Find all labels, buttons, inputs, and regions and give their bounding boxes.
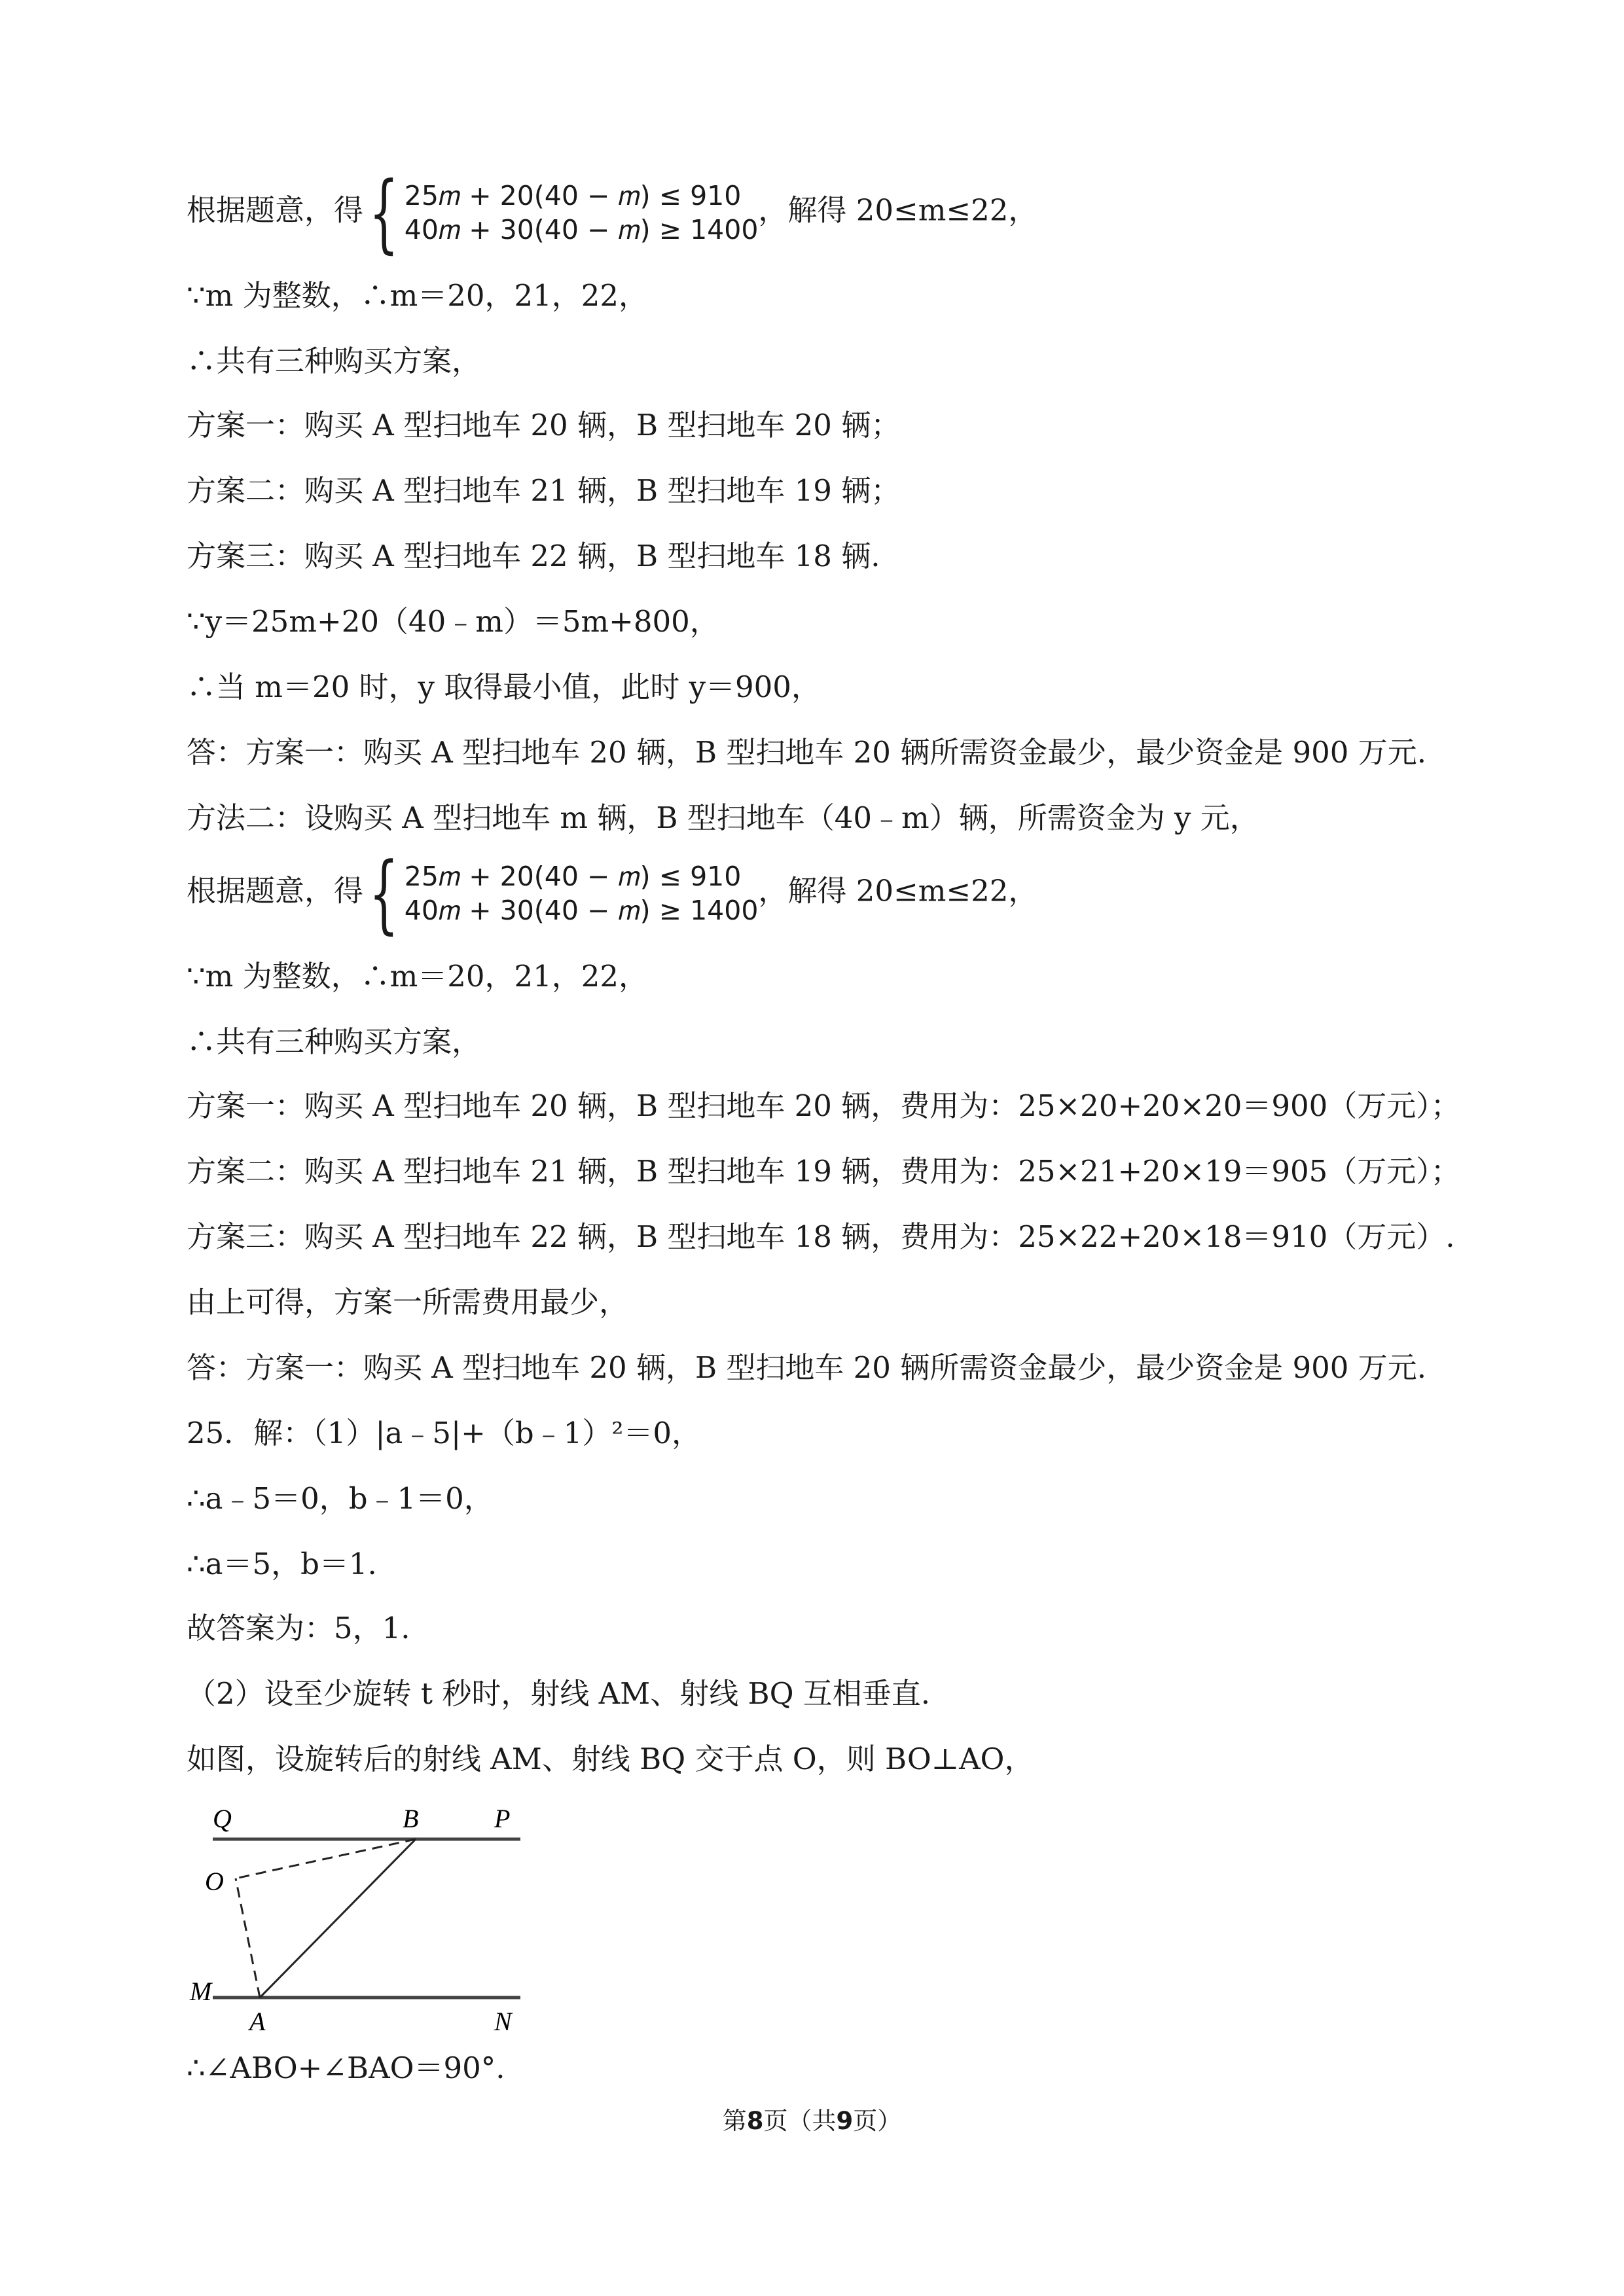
segment-ao [236, 1878, 260, 1998]
label-b: B [403, 1804, 419, 1833]
text-line: ∵y＝25m+20（40﹣m）＝5m+800， [187, 604, 719, 639]
text-line: 答：方案一：购买 A 型扫地车 20 辆，B 型扫地车 20 辆所需资金最少，最少资金是 900 万元. [187, 735, 1427, 770]
text-line: 故答案为：5，1. [187, 1611, 410, 1645]
footer-mid: 页（共 [763, 2107, 837, 2135]
footer-pre: 第 [722, 2107, 747, 2135]
text-line: 方案一：购买 A 型扫地车 20 辆，B 型扫地车 20 辆，费用为：25×20+20×20＝900（万元）； [187, 1088, 1460, 1123]
segment-ab [260, 1839, 416, 1998]
inequality-system-line [187, 163, 1038, 262]
text-line: ∴a﹣5＝0，b﹣1＝0， [187, 1481, 494, 1516]
label-m: M [190, 1977, 212, 2006]
text-line: 方案二：购买 A 型扫地车 21 辆，B 型扫地车 19 辆； [187, 473, 901, 508]
geometry-figure [187, 1793, 553, 2049]
text-line: 方案一：购买 A 型扫地车 20 辆，B 型扫地车 20 辆； [187, 408, 901, 442]
inequality-1: 25𝑚 + 20(40 − 𝑚) ≤ 910 [404, 180, 742, 211]
inequality-system [363, 844, 759, 943]
label-p: P [494, 1804, 511, 1833]
brace-icon: { [369, 163, 399, 262]
segment-bo [236, 1839, 416, 1878]
inequality-1: 25𝑚 + 20(40 − 𝑚) ≤ 910 [404, 861, 742, 892]
inequality-2: 40𝑚 + 30(40 − 𝑚) ≥ 1400 [404, 895, 759, 926]
line-prefix: 根据题意，得 [187, 873, 364, 908]
brace-icon: { [369, 844, 399, 943]
text-line: ∵m 为整数，∴m＝20，21，22， [187, 278, 649, 313]
text-line: ∴∠ABO+∠BAO＝90°. [187, 2051, 505, 2085]
inequality-system [363, 163, 759, 262]
text-line: ∵m 为整数，∴m＝20，21，22， [187, 959, 649, 994]
label-n: N [494, 2007, 512, 2036]
text-line: 如图，设旋转后的射线 AM、射线 BQ 交于点 O，则 BO⊥AO， [187, 1742, 1034, 1776]
text-line: 方案三：购买 A 型扫地车 22 辆，B 型扫地车 18 辆，费用为：25×22+20×18＝910（万元）. [187, 1219, 1455, 1254]
text-line: ∴a＝5，b＝1. [187, 1547, 377, 1581]
text-line: ∴共有三种购买方案， [187, 1024, 482, 1059]
text-line: 答：方案一：购买 A 型扫地车 20 辆，B 型扫地车 20 辆所需资金最少，最少资金是 900 万元. [187, 1350, 1427, 1385]
text-line: 方法二：设购买 A 型扫地车 m 辆，B 型扫地车（40﹣m）辆，所需资金为 y 元， [187, 800, 1259, 835]
text-line: （2）设至少旋转 t 秒时，射线 AM、射线 BQ 互相垂直. [187, 1676, 931, 1711]
text-line: 25．解：（1）|a﹣5|+（b﹣1）²＝0， [187, 1416, 701, 1450]
text-line: 方案二：购买 A 型扫地车 21 辆，B 型扫地车 19 辆，费用为：25×21+20×19＝905（万元）； [187, 1154, 1460, 1189]
label-a: A [249, 2007, 266, 2036]
text-line: ∴共有三种购买方案， [187, 344, 482, 378]
inequality-system-line [187, 844, 1038, 943]
text-line: 方案三：购买 A 型扫地车 22 辆，B 型扫地车 18 辆. [187, 539, 880, 573]
line-suffix: ，解得 20≤m≤22， [758, 192, 1038, 228]
page-footer [0, 2101, 1624, 2136]
footer-post: 页） [853, 2107, 902, 2135]
label-o: O [205, 1867, 224, 1896]
footer-page-number: 8 [746, 2107, 764, 2135]
inequality-2: 40𝑚 + 30(40 − 𝑚) ≥ 1400 [404, 214, 759, 245]
line-prefix: 根据题意，得 [187, 192, 364, 228]
line-suffix: ，解得 20≤m≤22， [758, 873, 1038, 908]
footer-total-pages: 9 [836, 2107, 854, 2135]
text-line: 由上可得，方案一所需费用最少， [187, 1285, 629, 1319]
label-q: Q [213, 1804, 232, 1833]
text-line: ∴当 m＝20 时，y 取得最小值，此时 y＝900， [187, 670, 821, 704]
